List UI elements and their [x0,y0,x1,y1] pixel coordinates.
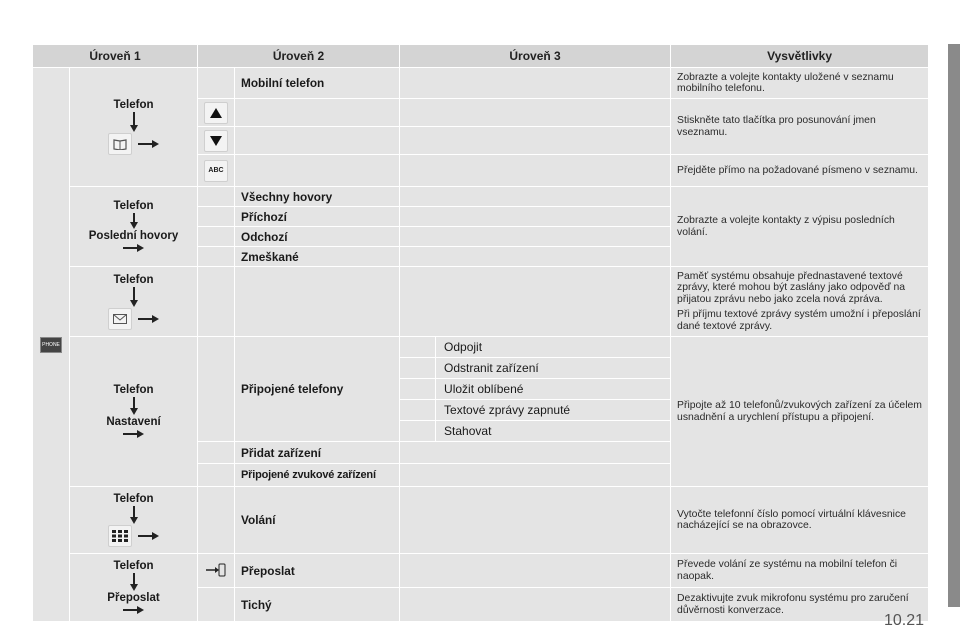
empty-cell [400,187,671,207]
l2-transfer: Přeposlat [235,554,400,588]
arrow-down-icon [129,506,139,524]
chain-label: Přeposlat [107,592,160,604]
empty-cell [400,464,671,487]
desc-calls: Zobrazte a volejte kontakty z výpisu posledních volání. [671,187,929,267]
arrow-down-icon [129,213,139,229]
header-level1: Úroveň 1 [33,45,198,68]
empty-cell [400,155,671,187]
scroll-up-cell [198,99,235,127]
calls-chain [70,187,198,267]
l2-incoming: Příchozí [235,207,400,227]
empty-cell [400,421,436,442]
arrow-right-icon [138,531,160,541]
table-row [33,187,929,207]
desc-messages-p2: Při příjmu textové zprávy systém umožní i přeposlání dané textové zprávy. [677,309,921,332]
empty-cell [400,99,671,127]
empty-cell [198,442,235,464]
l3-save-favourites: Uložit oblíbené [436,379,671,400]
keypad-icon [108,525,132,547]
arrow-right-icon [123,429,145,439]
desc-scroll: Stiskněte tato tlačítka pro posunování jmen vseznamu. [671,99,929,155]
transfer-icon [205,560,227,580]
header-level2: Úroveň 2 [198,45,400,68]
header-explanation: Vysvětlivky [671,45,929,68]
empty-cell [235,99,400,127]
l2-call: Volání [235,487,400,554]
empty-cell [400,68,671,99]
desc-messages-p1: Paměť systému obsahuje přednastavené textové zprávy, které mohou být zaslány jako odpověď na přijatou zprávu nebo jako zcela nová zpráva. [677,270,906,305]
table-row [33,554,929,588]
chain-label: Telefon [113,560,154,572]
empty-cell [400,358,436,379]
arrow-right-icon [138,139,160,149]
l2-connected-phones: Připojené telefony [235,337,400,442]
desc-mute: Dezaktivujte zvuk mikrofonu systému pro zaručení důvěrnosti konverzace. [671,588,929,622]
scroll-down-cell [198,127,235,155]
desc-contacts: Zobrazte a volejte kontakty uložené v seznamu mobilního telefonu. [671,68,929,99]
empty-cell [400,207,671,227]
l2-all-calls: Všechny hovory [235,187,400,207]
header-level3: Úroveň 3 [400,45,671,68]
empty-cell [400,267,671,337]
settings-chain [70,337,198,487]
triangle-down-icon [204,130,228,152]
empty-cell [400,247,671,267]
chain-label: Telefon [113,99,154,111]
chapter-tab [948,44,960,607]
transfer-icon-cell [198,554,235,588]
empty-cell [400,337,436,358]
empty-cell [198,187,235,207]
empty-cell [198,487,235,554]
empty-cell [400,400,436,421]
desc-abc: Přejděte přímo na požadované písmeno v seznamu. [671,155,929,187]
transfer-chain [70,554,198,622]
table-row [33,337,929,358]
desc-settings: Připojte až 10 telefonů/zvukových zařízení za účelem usnadnění a urychlení přístupu a připojení. [671,337,929,487]
desc-transfer: Převede volání ze systému na mobilní telefon či naopak. [671,554,929,588]
empty-cell [198,588,235,622]
empty-cell [235,127,400,155]
empty-cell [198,227,235,247]
l3-remove-device: Odstranit zařízení [436,358,671,379]
empty-cell [198,207,235,227]
table-header-row [33,45,929,68]
chain-label: Telefon [113,384,154,396]
empty-cell [235,267,400,337]
l3-text-messages-on: Textové zprávy zapnuté [436,400,671,421]
dial-chain [70,487,198,554]
empty-cell [400,487,671,554]
abc-cell [198,155,235,187]
empty-cell [400,227,671,247]
table-row [33,487,929,554]
phone-button-icon: PHONE [40,337,62,353]
empty-cell [198,267,235,337]
l3-download: Stahovat [436,421,671,442]
envelope-icon [108,308,132,330]
contacts-book-icon [108,133,132,155]
l3-disconnect: Odpojit [436,337,671,358]
arrow-down-icon [129,287,139,307]
empty-cell [235,155,400,187]
empty-cell [400,588,671,622]
arrow-down-icon [129,573,139,591]
desc-dial: Vytočte telefonní číslo pomocí virtuální klávesnice nacházející se na obrazovce. [671,487,929,554]
table-row [33,267,929,337]
empty-cell [400,442,671,464]
chain-label: Nastavení [106,416,161,428]
l2-connected-audio: Připojené zvukové zařízení [235,464,400,487]
table-row [33,68,929,99]
triangle-up-icon [204,102,228,124]
chain-label: Telefon [113,273,154,286]
arrow-right-icon [123,243,145,253]
desc-messages [671,267,929,337]
chain-label: Telefon [113,200,154,212]
empty-cell [198,247,235,267]
empty-cell [198,337,235,442]
empty-cell [198,68,235,99]
arrow-down-icon [129,397,139,415]
chain-label: Telefon [113,493,154,505]
l2-add-device: Přidat zařízení [235,442,400,464]
arrow-right-icon [123,605,145,615]
arrow-right-icon [138,314,160,324]
phone-button-cell [33,68,70,622]
arrow-down-icon [129,112,139,132]
empty-cell [400,379,436,400]
empty-cell [400,127,671,155]
l2-mobile-phone: Mobilní telefon [235,68,400,99]
contacts-chain [70,68,198,187]
page-number: 10.21 [883,612,924,629]
messages-chain [70,267,198,337]
empty-cell [400,554,671,588]
l2-mute: Tichý [235,588,400,622]
empty-cell [198,464,235,487]
l2-outgoing: Odchozí [235,227,400,247]
l2-missed: Zmeškané [235,247,400,267]
menu-table [32,44,929,622]
abc-icon: ABC [204,160,228,182]
chain-label: Poslední hovory [88,230,179,242]
